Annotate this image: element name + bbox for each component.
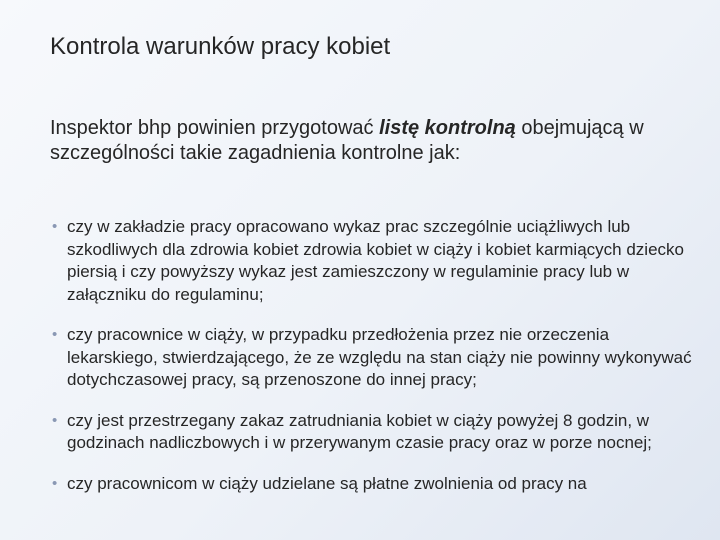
bullet-marker: •: [52, 474, 58, 492]
bullet-marker: •: [52, 326, 58, 343]
intro-paragraph: [50, 116, 690, 165]
bullet-text: czy pracownicom w ciąży udzielane są płatne zwolnienia od pracy na: [67, 473, 587, 493]
intro-text-after: obejmującą w szczególności takie zagadnienia kontrolne jak:: [50, 117, 644, 164]
bullet-item-2: [50, 324, 695, 392]
bullet-marker: •: [52, 218, 58, 235]
bullet-item-1: [50, 216, 695, 306]
intro-text-before: Inspektor bhp powinien przygotować: [50, 117, 380, 139]
bullet-text: czy w zakładzie pracy opracowano wykaz prac szczególnie uciążliwych lub szkodliwych dla zdrowia kobiet zdrowia kobiet w ciąży i kobiet karmiących dziecko piersią i czy powyższy wykaz jest zamieszczony w regulaminie pracy lub w załączniku do regulaminu;: [67, 217, 684, 304]
bullet-text: czy pracownice w ciąży, w przypadku przedłożenia przez nie orzeczenia lekarskiego, stwierdzającego, że ze względu na stan ciąży nie powinny wykonywać dotychczasowej pracy, są przenoszone do innej pracy;: [67, 325, 692, 389]
bullet-item-4: [50, 473, 695, 496]
slide-title: Kontrola warunków pracy kobiet: [50, 33, 391, 60]
bullet-marker: •: [52, 411, 58, 429]
bullet-text: czy jest przestrzegany zakaz zatrudniania kobiet w ciąży powyżej 8 godzin, w godzinach nadliczbowych i w przerywanym czasie pracy oraz w porze nocnej;: [67, 410, 652, 452]
bullet-list: [50, 216, 695, 513]
bullet-item-3: [50, 410, 695, 455]
intro-emphasis: listę kontrolną: [379, 117, 516, 139]
